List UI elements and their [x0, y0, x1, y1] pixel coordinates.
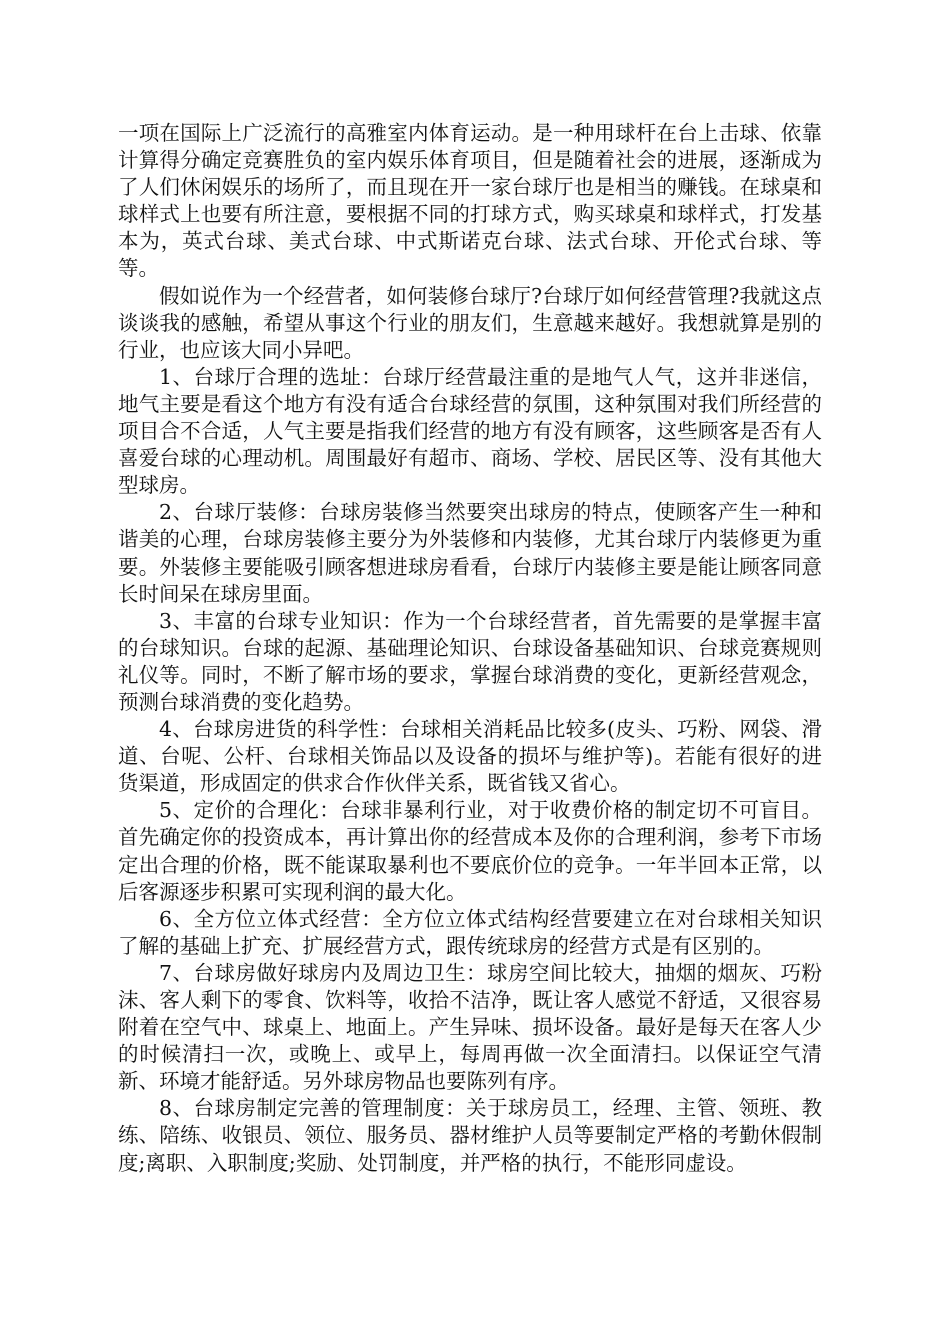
section-2-decoration-paragraph: 2、台球厅装修：台球房装修当然要突出球房的特点，使顾客产生一种和谐美的心理，台球房装修主要分为外装修和内装修，尤其台球厅内装修更为重要。外装修主要能吸引顾客想进球房看看，台球厅内装修主要是能让顾客同意长时间呆在球房里面。: [118, 500, 822, 606]
question-paragraph: 假如说作为一个经营者，如何装修台球厅?台球厅如何经营管理?我就这点谈谈我的感触，希望从事这个行业的朋友们，生意越来越好。我想就算是别的行业，也应该大同小异吧。: [118, 283, 822, 362]
section-7-hygiene-paragraph: 7、台球房做好球房内及周边卫生：球房空间比较大，抽烟的烟灰、巧粉沫、客人剩下的零食、饮料等，收拾不洁净，既让客人感觉不舒适，又很容易附着在空气中、球桌上、地面上。产生异味、损坏设备。最好是每天在客人少的时候清扫一次，或晚上、或早上，每周再做一次全面清扫。以保证空气清新、环境才能舒适。另外球房物品也要陈列有序。: [118, 960, 822, 1094]
intro-paragraph: 一项在国际上广泛流行的高雅室内体育运动。是一种用球杆在台上击球、依靠计算得分确定竞赛胜负的室内娱乐体育项目，但是随着社会的进展，逐渐成为了人们休闲娱乐的场所了，而且现在开一家台球厅也是相当的赚钱。在球桌和球样式上也要有所注意，要根据不同的打球方式，购买球桌和球样式，打发基本为，英式台球、美式台球、中式斯诺克台球、法式台球、开伦式台球、等等。: [118, 121, 822, 281]
document-page: [118, 120, 822, 1177]
section-3-knowledge-paragraph: 3、丰富的台球专业知识：作为一个台球经营者，首先需要的是掌握丰富的台球知识。台球的起源、基础理论知识、台球设备基础知识、台球竞赛规则礼仪等。同时，不断了解市场的要求，掌握台球消费的变化，更新经营观念，预测台球消费的变化趋势。: [118, 608, 822, 714]
section-5-pricing-paragraph: 5、定价的合理化：台球非暴利行业，对于收费价格的制定切不可盲目。首先确定你的投资成本，再计算出你的经营成本及你的合理利润，参考下市场定出合理的价格，既不能谋取暴利也不要底价位的竞争。一年半回本正常，以后客源逐步积累可实现利润的最大化。: [118, 798, 822, 904]
section-4-purchasing-paragraph: 4、台球房进货的科学性：台球相关消耗品比较多(皮头、巧粉、网袋、滑道、台呢、公杆、台球相关饰品以及设备的损坏与维护等)。若能有很好的进货渠道，形成固定的供求合作伙伴关系，既省钱又省心。: [118, 717, 822, 796]
section-6-operation-paragraph: 6、全方位立体式经营：全方位立体式结构经营要建立在对台球相关知识了解的基础上扩充、扩展经营方式，跟传统球房的经营方式是有区别的。: [118, 906, 822, 958]
section-1-location-paragraph: 1、台球厅合理的选址：台球厅经营最注重的是地气人气，这并非迷信，地气主要是看这个地方有没有适合台球经营的氛围，这种氛围对我们所经营的项目合不合适，人气主要是指我们经营的地方有没有顾客，这些顾客是否有人喜爱台球的心理动机。周围最好有超市、商场、学校、居民区等、没有其他大型球房。: [118, 364, 822, 498]
section-8-management-paragraph: 8、台球房制定完善的管理制度：关于球房员工，经理、主管、领班、教练、陪练、收银员、领位、服务员、器材维护人员等要制定严格的考勤休假制度;离职、入职制度;奖励、处罚制度，并严格的执行，不能形同虚设。: [118, 1096, 822, 1175]
